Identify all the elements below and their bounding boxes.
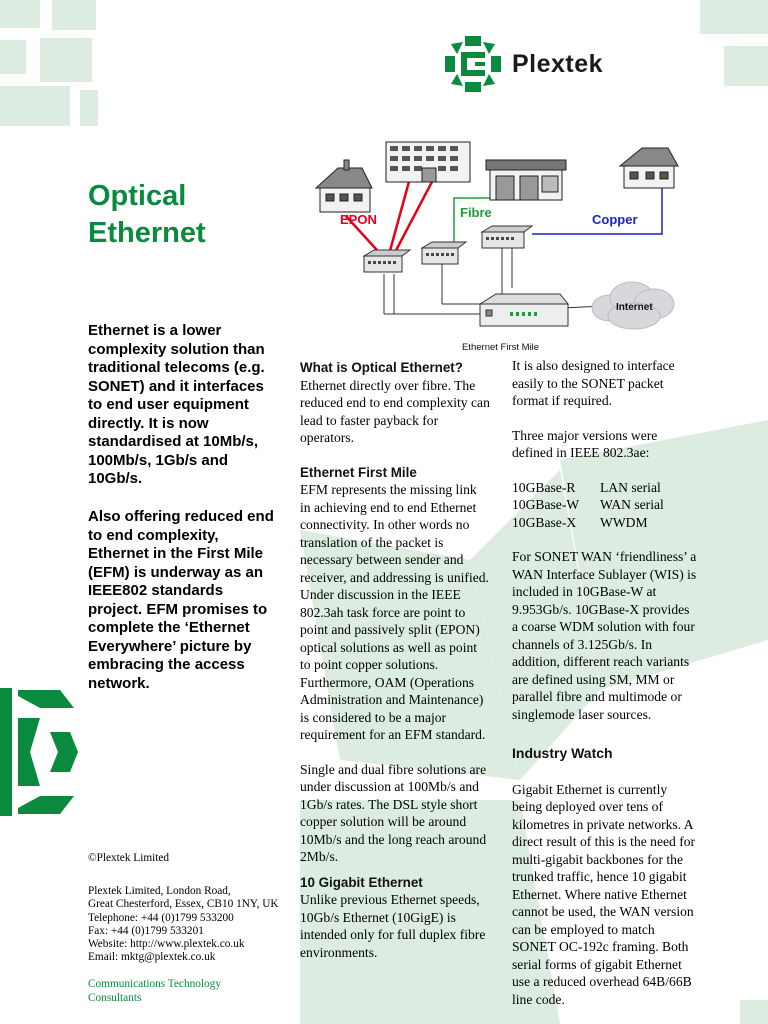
core-router-icon xyxy=(480,294,568,326)
title-line-1: Optical xyxy=(88,180,187,212)
heading-what-is-optical-ethernet: What is Optical Ethernet? xyxy=(300,360,463,375)
side-brand-graphic xyxy=(0,688,82,816)
paragraph-wis: For SONET WAN ‘friendliness’ a WAN Interface Sublayer (WIS) is included in 10GBase-W at 9.953Gb/s. 10GBase-X provides a coarse WDM solution with four channels of 3.125Gb/s. In addition, different reach variants are defined using SM, MM or parallel fibre and multimode or singlemode laser sources. xyxy=(512,549,697,722)
heading-ethernet-first-mile: Ethernet First Mile xyxy=(300,464,417,480)
tagline-line-1: Communications Technology xyxy=(88,978,221,991)
fibre-label: Fibre xyxy=(460,205,492,220)
versions-table xyxy=(512,479,698,532)
copyright: ©Plextek Limited xyxy=(88,852,170,864)
paragraph-industry-watch: Gigabit Ethernet is currently being deployed over tens of kilometres in private networks. A direct result of this is the need for multi-gigabit backbones for the trunked traffic, hence 10 gigabit Ethernet. Where native Ethernet cannot be used, the WAN version can be employed to match SONET OC-192c framing. Both serial forms of gigabit Ethernet use a reduced overhead 64B/66B line code. xyxy=(512,781,696,1007)
office-block-icon xyxy=(386,142,470,182)
paragraph-what-is: Ethernet directly over fibre. The reduced end to end complexity can lead to faster payback for operators. xyxy=(300,377,490,445)
paragraph-10gige: Unlike previous Ethernet speeds, 10Gb/s Ethernet (10GigE) is intended only for full duplex fibre environments. xyxy=(300,892,486,960)
switch-copper-icon xyxy=(482,226,532,248)
title-line-2: Ethernet xyxy=(88,217,206,249)
switch-fibre-icon xyxy=(422,242,466,264)
version-type: WWDM xyxy=(600,514,648,530)
heading-industry-watch: Industry Watch xyxy=(512,745,613,761)
paragraph-versions-intro: Three major versions were defined in IEEE 802.3ae: xyxy=(512,427,658,460)
telephone: Telephone: +44 (0)1799 533200 xyxy=(88,911,234,924)
email-link[interactable]: Email: mktg@plextek.co.uk xyxy=(88,951,216,964)
paragraph-sonet-interface: It is also designed to interface easily to the SONET packet format if required. xyxy=(512,358,675,408)
version-type: LAN serial xyxy=(600,479,661,495)
heading-10-gigabit-ethernet: 10 Gigabit Ethernet xyxy=(300,874,423,890)
house-left-icon xyxy=(316,160,372,212)
version-name: 10GBase-R xyxy=(512,479,576,495)
address-line: Plextek Limited, London Road, xyxy=(88,885,231,898)
epon-label: EPON xyxy=(340,212,377,227)
address-block xyxy=(88,885,298,964)
network-diagram xyxy=(314,138,694,360)
footer xyxy=(88,852,298,1005)
lede-paragraph-2: Also offering reduced end to end complexity, Ethernet in the First Mile (EFM) is underway as an IEEE802 standards project. EFM promises to complete the ‘Ethernet Everywhere’ picture by embracing the access network. xyxy=(88,508,274,692)
lede-paragraph-1: Ethernet is a lower complexity solution than traditional telecoms (e.g. SONET) and it interfaces to end user equipment directly. It is now standardised at 10Mb/s, 100Mb/s, 1Gb/s and 10Gb/s. xyxy=(88,322,265,487)
version-row xyxy=(512,479,698,497)
version-row xyxy=(512,514,698,532)
tagline-line-2: Consultants xyxy=(88,991,142,1004)
diagram-caption: Ethernet First Mile xyxy=(462,342,540,353)
column-2 xyxy=(300,359,490,961)
paragraph-efm: EFM represents the missing link in achieving end to end Ethernet connectivity. In other words no translation of the packet is necessary between sender and receiver, and addressing is unified. Under discussion in the IEEE 802.3ah task force are point to point and passively split (EPON) optical solutions as well as point to point copper solutions. Furthermore, OAM (Operations Administration and Maintenance) is considered to be a major requirement for an EFM standard. xyxy=(300,482,489,742)
version-name: 10GBase-X xyxy=(512,514,577,530)
shop-building-icon xyxy=(486,160,566,200)
copper-label: Copper xyxy=(592,212,638,227)
paragraph-efm-rates: Single and dual fibre solutions are under discussion at 100Mb/s and 1Gb/s rates. The DSL style short copper solution will be around 10Mb/s and the long reach around 2Mb/s. xyxy=(300,761,487,864)
page-title xyxy=(88,178,206,252)
switch-epon-icon xyxy=(364,250,410,272)
fax: Fax: +44 (0)1799 533201 xyxy=(88,924,204,937)
brand-name: Plextek xyxy=(512,50,604,78)
column-3 xyxy=(512,357,698,1008)
website-link[interactable]: Website: http://www.plextek.co.uk xyxy=(88,938,245,951)
address-line: Great Chesterford, Essex, CB10 1NY, UK xyxy=(88,898,279,911)
plextek-logo-icon xyxy=(445,36,501,92)
version-row xyxy=(512,496,698,514)
version-type: WAN serial xyxy=(600,497,664,512)
version-name: 10GBase-W xyxy=(512,497,580,512)
house-right-icon xyxy=(620,148,678,188)
internet-label: Internet xyxy=(616,302,653,313)
